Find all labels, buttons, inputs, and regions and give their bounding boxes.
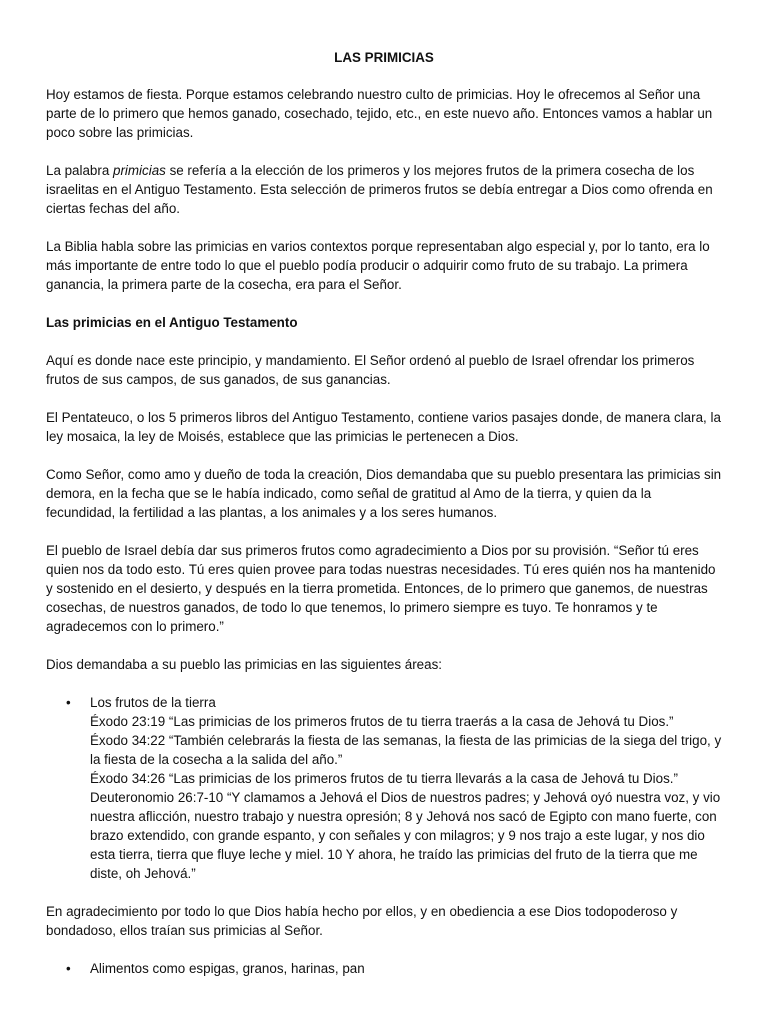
verse-line: Éxodo 23:19 “Las primicias de los primeros frutos de tu tierra traerás a la casa de Jehová tu Dios.”: [90, 714, 674, 729]
paragraph-origin: Aquí es donde nace este principio, y mandamiento. El Señor ordenó al pueblo de Israel ofrendar los primeros frutos de sus campos, de sus ganados, de sus ganancias.: [46, 353, 695, 387]
bullet-icon: •: [66, 695, 71, 710]
paragraph-gratitude: El pueblo de Israel debía dar sus primeros frutos como agradecimiento a Dios por su provisión. “Señor tú eres quien nos da todo esto. Tú eres quien provee para todas nuestras necesidades. Tú eres quién nos ha mantenido y sostenido en el desierto, y después en la tierra prometida. Entonces, de lo primero que ganemos, de nuestras cosechas, de nuestros ganados, de todo lo que tenemos, lo primero siempre es tuyo. Te honramos y te agradecemos con lo primero.”: [46, 543, 716, 634]
paragraph-bible-context: La Biblia habla sobre las primicias en varios contextos porque representaban algo especial y, por lo tanto, era lo más importante de entre todo lo que el pueblo podía producir o adquirir como fruto de su trabajo. La primera ganancia, la primera parte de la cosecha, era para el Señor.: [46, 239, 710, 292]
definition-term: primicias: [113, 163, 166, 178]
verse-line: Éxodo 34:26 “Las primicias de los primeros frutos de tu tierra llevarás a la casa de Jehová tu Dios.”: [90, 771, 678, 786]
list-item: [46, 693, 722, 883]
paragraph-definition: [46, 161, 722, 218]
list-item-heading: Alimentos como espigas, granos, harinas, pan: [90, 961, 365, 976]
list-item: [46, 959, 722, 978]
paragraph-intro: Hoy estamos de fiesta. Porque estamos celebrando nuestro culto de primicias. Hoy le ofrecemos al Señor una parte de lo primero que hemos ganado, cosechado, tejido, etc., en este nuevo año. Entonces vamos a hablar un poco sobre las primicias.: [46, 87, 713, 140]
areas-list-2: [46, 959, 722, 978]
paragraph-pentateuch: El Pentateuco, o los 5 primeros libros del Antiguo Testamento, contiene varios pasajes donde, de manera clara, la ley mosaica, la ley de Moisés, establece que las primicias le pertenecen a Dios.: [46, 410, 721, 444]
verse-line: Éxodo 34:22 “También celebrarás la fiesta de las semanas, la fiesta de las primicias de la siega del trigo, y la fiesta de la cosecha a la salida del año.”: [90, 733, 722, 767]
document-title: LAS PRIMICIAS: [334, 50, 434, 65]
bullet-icon: •: [66, 961, 71, 976]
verse-line: Deuteronomio 26:7-10 “Y clamamos a Jehová el Dios de nuestros padres; y Jehová oyó nuestra voz, y vio nuestra aflicción, nuestro trabajo y nuestra opresión; 8 y Jehová nos sacó de Egipto con mano fuerte, con brazo extendido, con grande espanto, y con señales y con milagros; y 9 nos trajo a este lugar, y nos dio esta tierra, tierra que fluye leche y miel. 10 Y ahora, he traído las primicias del fruto de la tierra que me diste, oh Jehová.”: [90, 790, 721, 881]
list-item-heading: Los frutos de la tierra: [90, 695, 216, 710]
areas-list-1: [46, 693, 722, 883]
paragraph-areas-intro: Dios demandaba a su pueblo las primicias en las siguientes áreas:: [46, 657, 442, 672]
paragraph-obedience: En agradecimiento por todo lo que Dios había hecho por ellos, y en obediencia a ese Dios todopoderoso y bondadoso, ellos traían sus primicias al Señor.: [46, 904, 678, 938]
paragraph-lord-demand: Como Señor, como amo y dueño de toda la creación, Dios demandaba que su pueblo presentara las primicias sin demora, en la fecha que se le había indicado, como señal de gratitud al Amo de la tierra, y quien da la fecundidad, la fertilidad a las plantas, a los animales y a los seres humanos.: [46, 467, 722, 520]
definition-text-after: se refería a la elección de los primeros y los mejores frutos de la primera cosecha de los israelitas en el Antiguo Testamento. Esta selección de primeros frutos se debía entregar a Dios como ofrenda en ciertas fechas del año.: [46, 163, 713, 216]
section-heading: Las primicias en el Antiguo Testamento: [46, 315, 298, 330]
definition-text-before: La palabra: [46, 163, 114, 178]
